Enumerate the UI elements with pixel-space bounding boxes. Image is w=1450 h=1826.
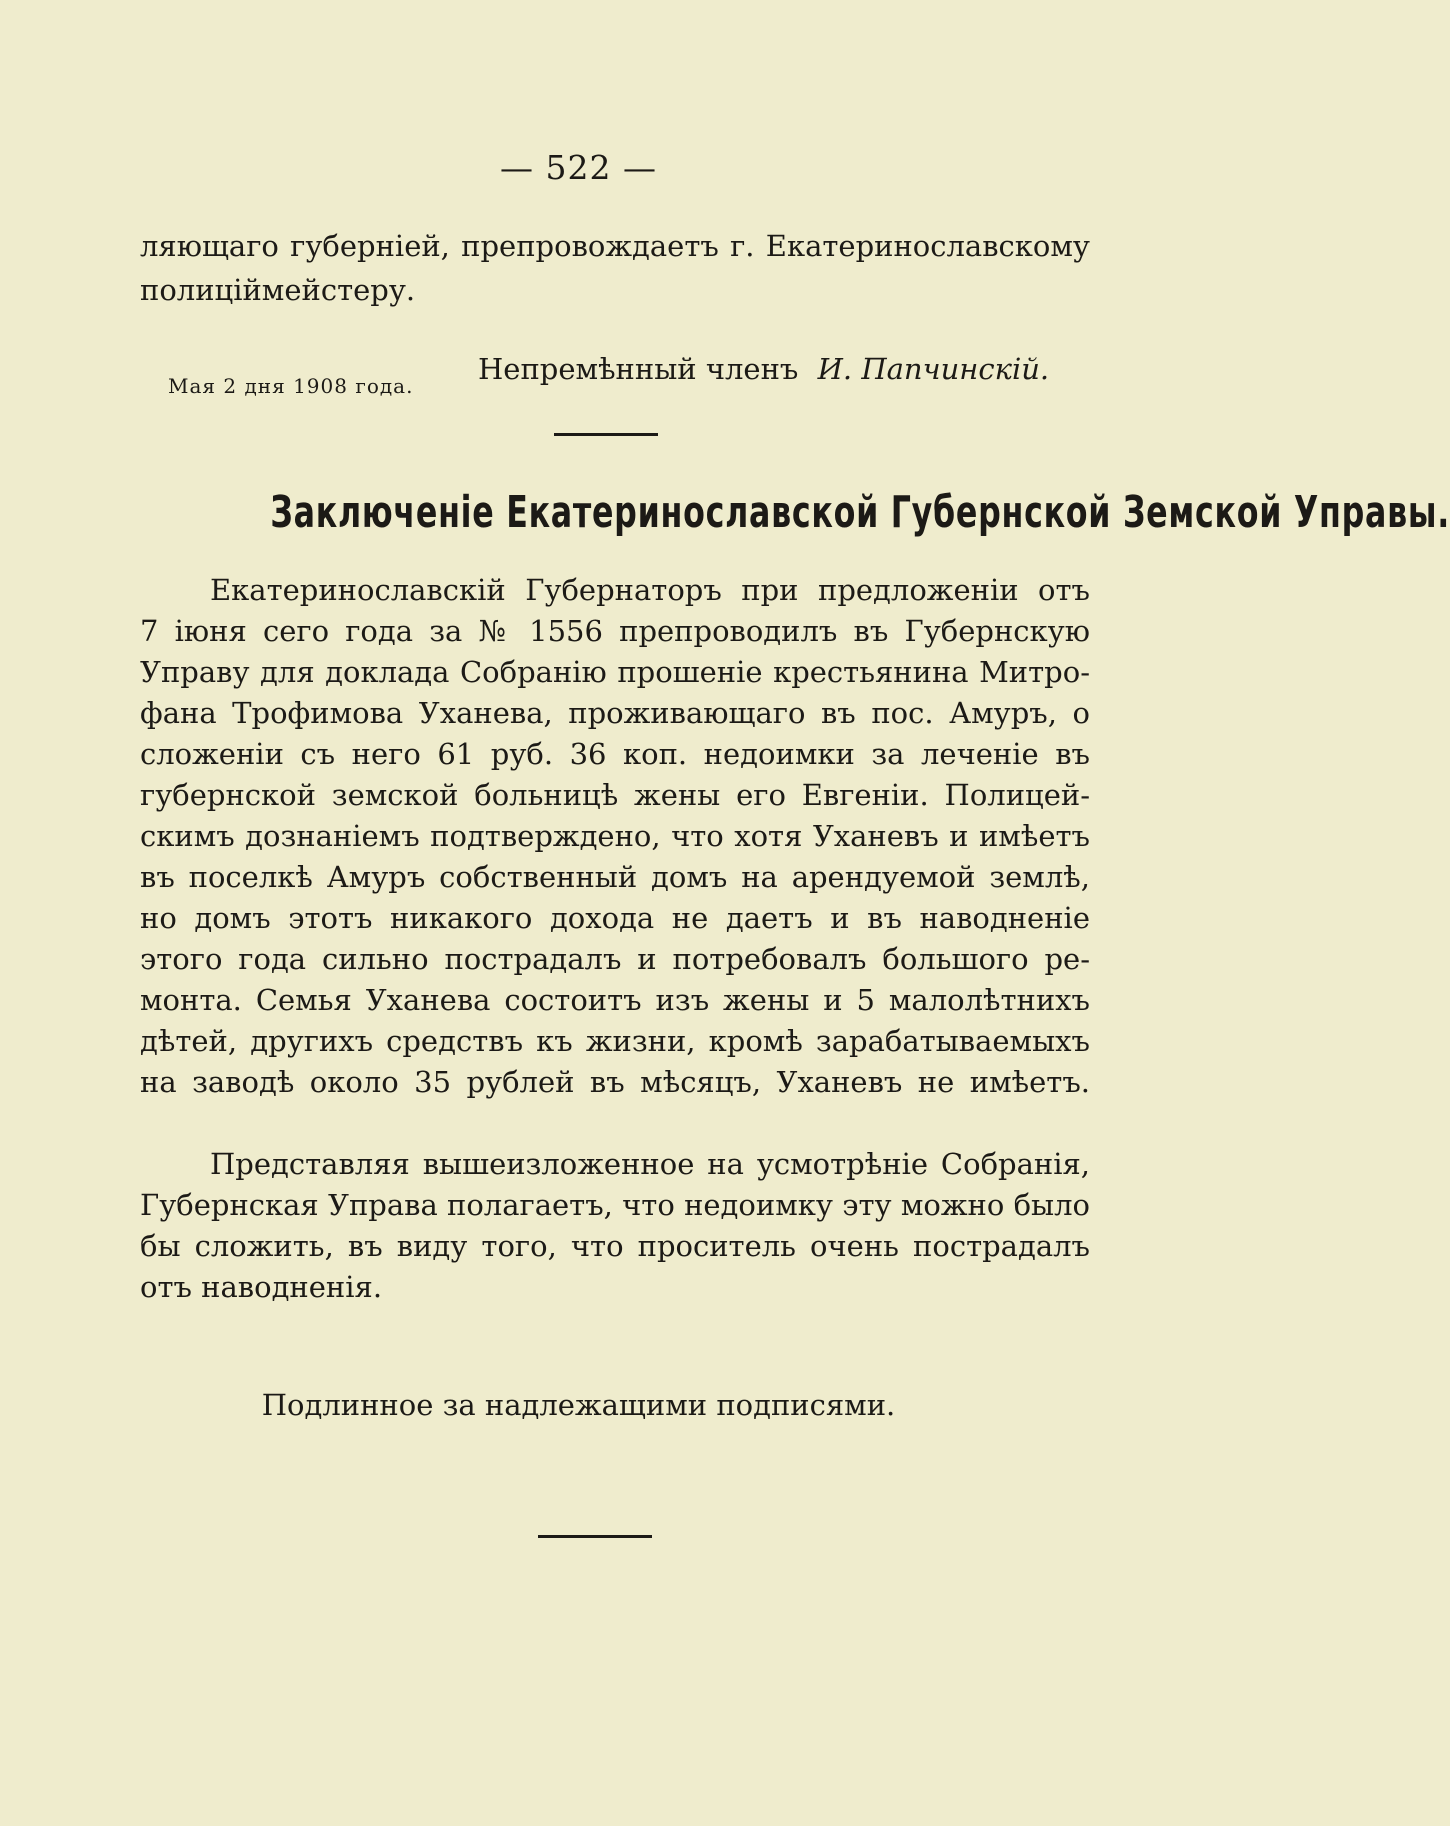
body-line-2: 7 іюня сего года за № 1556 препроводилъ въ Губернскую [140, 614, 1090, 648]
body-line-16: бы сложить, въ виду того, что проситель очень пострадалъ [140, 1229, 1090, 1263]
body-line-17: отъ наводненія. [140, 1270, 383, 1304]
section-heading: Заключеніе Екатеринославской Губернской Земской Управы. [270, 487, 1450, 538]
signature-block [478, 352, 1049, 386]
intro-line-2: полицiймейстеру. [140, 273, 416, 307]
body-line-3: Управу для доклада Собранію прошеніе крестьянина Митро- [140, 655, 1090, 689]
page-number: — 522 — [500, 148, 657, 187]
signature-title: Непремѣнный членъ [478, 352, 799, 386]
signature-name: И. Папчинскій. [817, 352, 1050, 386]
closing-note: Подлинное за надлежащими подписями. [261, 1388, 896, 1422]
intro-line-1: ляющаго губерніей, препровождаетъ г. Екатеринославскому [140, 229, 1090, 263]
body-line-12: дѣтей, другихъ средствъ къ жизни, кромѣ зарабатываемыхъ [140, 1024, 1090, 1058]
divider-bottom [538, 1535, 652, 1538]
divider-top [554, 433, 658, 436]
body-line-13: на заводѣ около 35 рублей въ мѣсяцъ, Уханевъ не имѣетъ. [140, 1065, 1090, 1099]
body-line-15: Губернская Управа полагаетъ, что недоимку эту можно было [140, 1188, 1090, 1222]
body-line-11: монта. Семья Уханева состоитъ изъ жены и 5 малолѣтнихъ [140, 983, 1090, 1017]
body-line-5: сложеніи съ него 61 руб. 36 коп. недоимки за леченіе въ [140, 737, 1090, 771]
body-line-9: но домъ этотъ никакого дохода не даетъ и въ наводненіе [140, 901, 1090, 935]
body-line-7: скимъ дознаніемъ подтверждено, что хотя Уханевъ и имѣетъ [140, 819, 1090, 853]
body-line-4: фана Трофимова Уханева, проживающаго въ пос. Амуръ, о [140, 696, 1090, 730]
body-line-8: въ поселкѣ Амуръ собственный домъ на арендуемой землѣ, [140, 860, 1090, 894]
body-line-1: Екатеринославскій Губернаторъ при предложеніи отъ [210, 573, 1090, 607]
date-line: Мая 2 дня 1908 года. [168, 374, 414, 398]
body-line-14: Представляя вышеизложенное на усмотрѣніе Собранія, [210, 1147, 1090, 1181]
body-line-10: этого года сильно пострадалъ и потребовалъ большого ре- [140, 942, 1090, 976]
body-line-6: губернской земской больницѣ жены его Евгеніи. Полицей- [140, 778, 1090, 812]
